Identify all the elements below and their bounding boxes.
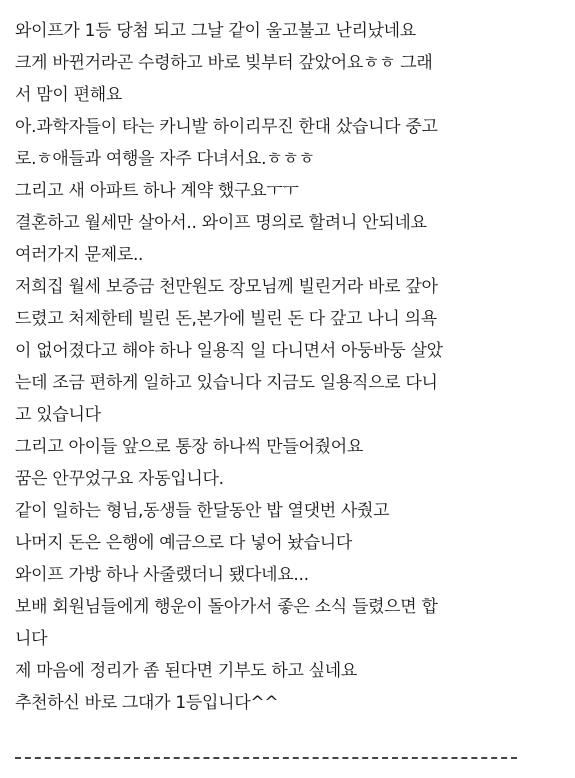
post-line: 아.과학자들이 타는 카니발 하이리무진 한대 샀습니다 중고 bbox=[15, 117, 438, 137]
post-line: 는데 조금 편하게 일하고 있습니다 지금도 일용직으로 다니 bbox=[15, 373, 438, 393]
post-line: 여러가지 문제로.. bbox=[15, 245, 144, 265]
post-line: 보배 회원님들에게 행운이 돌아가서 좋은 소식 들렸으면 합 bbox=[15, 597, 438, 617]
post-line: 와이프 가방 하나 사줄랬더니 됐다네요... bbox=[15, 565, 309, 585]
post-line: 그리고 아이들 앞으로 통장 하나씩 만들어줬어요 bbox=[15, 437, 363, 457]
post-line: 크게 바뀐거라곤 수령하고 바로 빚부터 갚았어요ㅎㅎ 그래 bbox=[15, 53, 433, 73]
post-line: 드렸고 처제한테 빌린 돈,본가에 빌린 돈 다 갚고 나니 의욕 bbox=[15, 309, 437, 329]
post-line: 결혼하고 월세만 살아서.. 와이프 명의로 할려니 안되네요 bbox=[15, 213, 427, 233]
post-line: 추천하신 바로 그대가 1등입니다^^ bbox=[15, 693, 279, 713]
post-line: 이 없어졌다고 해야 하나 일용직 일 다니면서 아둥바둥 살았 bbox=[15, 341, 443, 361]
post-line: 니다 bbox=[15, 629, 48, 649]
post-line: 같이 일하는 형님,동생들 한달동안 밥 열댓번 사줬고 bbox=[15, 501, 390, 521]
post-line: 제 마음에 정리가 좀 된다면 기부도 하고 싶네요 bbox=[15, 661, 358, 681]
post-body bbox=[15, 15, 565, 719]
post-line: 고 있습니다 bbox=[15, 405, 101, 425]
post-line: 와이프가 1등 당첨 되고 그날 같이 울고불고 난리났네요 bbox=[15, 21, 416, 41]
post-line: 서 맘이 편해요 bbox=[15, 85, 122, 105]
dashed-divider bbox=[15, 757, 517, 759]
post-line: 그리고 새 아파트 하나 계약 했구요ㅜㅜ bbox=[15, 181, 299, 201]
post-line: 나머지 돈은 은행에 예금으로 다 넣어 놨습니다 bbox=[15, 533, 352, 553]
post-line: 로.ㅎ애들과 여행을 자주 다녀서요.ㅎㅎㅎ bbox=[15, 149, 315, 169]
post-line: 꿈은 안꾸었구요 자동입니다. bbox=[15, 469, 224, 489]
post-line: 저희집 월세 보증금 천만원도 장모님께 빌린거라 바로 갚아 bbox=[15, 277, 438, 297]
